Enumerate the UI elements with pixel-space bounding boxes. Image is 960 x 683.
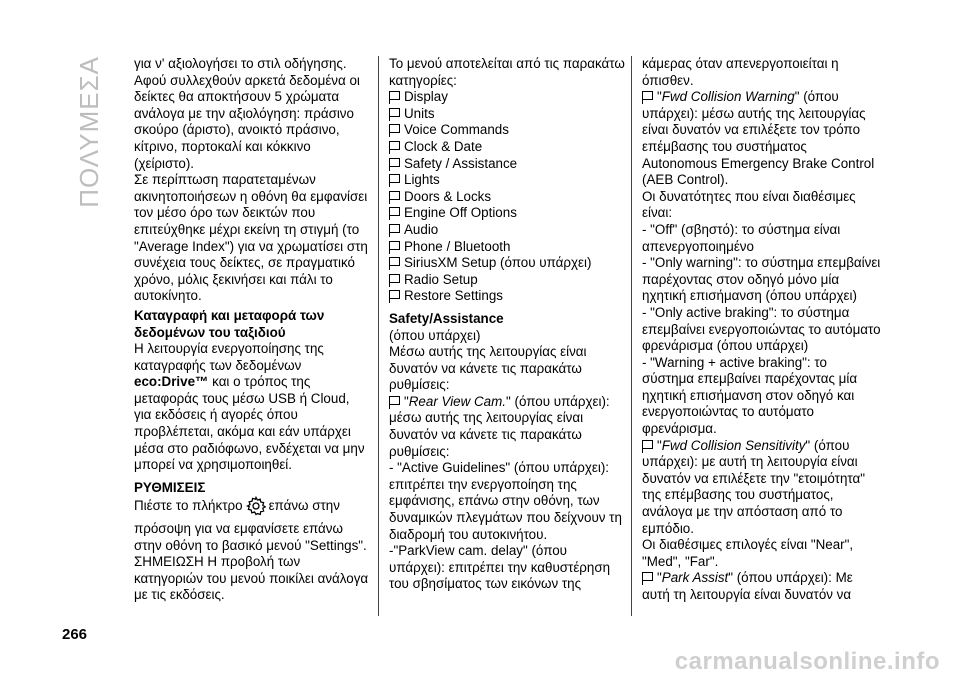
bullet-icon bbox=[642, 440, 653, 449]
list-item-label: Units bbox=[404, 105, 435, 121]
bullet-icon bbox=[389, 158, 400, 167]
paragraph bbox=[642, 570, 882, 603]
list-item-label: SiriusXM Setup (όπου υπάρχει) bbox=[404, 255, 592, 271]
list-item bbox=[389, 288, 625, 305]
list-item-label: Engine Off Options bbox=[404, 205, 517, 221]
paragraph: - "Warning + active braking": το σύστημα επεμβαίνει παρέχοντας μία ηχητική επισήμανση στον οδηγό και ενεργοποιώντας το αυτόματο φρενάρισμα. bbox=[642, 354, 858, 437]
bullet-icon bbox=[389, 241, 400, 250]
column-3 bbox=[642, 56, 882, 604]
side-margin bbox=[0, 0, 112, 683]
bullet-icon bbox=[642, 91, 653, 100]
list-item-label: Phone / Bluetooth bbox=[404, 238, 511, 254]
bullet-icon bbox=[389, 207, 400, 216]
paragraph: Σε περίπτωση παρατεταμένων ακινητοποιήσεων η οθόνη θα εμφανίσει τον μέσο όρο των δεικτών που επιτεύχθηκε μέχρι εκείνη τη στιγμή (το "Average Index") για να χρωματίσει στη συνέχεια τους δείκτες, σε πραγματικό χρόνο, μόλις ξεκινήσει και πάλι το αυτοκίνητο. bbox=[134, 172, 368, 304]
list-item bbox=[389, 89, 625, 106]
page-number: 266 bbox=[62, 626, 88, 643]
paragraph: - "Off" (σβηστό): το σύστημα είναι απενεργοποιημένο bbox=[642, 221, 841, 254]
bullet-icon bbox=[389, 224, 400, 233]
feature-name: Rear View Cam. bbox=[408, 393, 507, 409]
feature-name: Park Assist bbox=[661, 570, 729, 586]
list-item-label: Restore Settings bbox=[404, 288, 503, 304]
bullet-icon bbox=[389, 108, 400, 117]
column-1 bbox=[134, 56, 370, 604]
bullet-icon bbox=[389, 124, 400, 133]
bullet-icon bbox=[389, 174, 400, 183]
list-item-label: Clock & Date bbox=[404, 138, 483, 154]
list-item bbox=[389, 139, 625, 156]
bullet-icon bbox=[389, 191, 400, 200]
text: " (όπου υπάρχει): μέσω αυτής της λειτουργίας είναι δυνατόν να επιλέξετε τον τρόπο επέμβασης του συστήματος Autonomous Emergency Brake Control (AEB Control). bbox=[642, 89, 875, 188]
paragraph bbox=[642, 438, 882, 538]
paragraph: για ν' αξιολογήσει το στιλ οδήγησης. Αφού συλλεχθούν αρκετά δεδομένα οι δείκτες θα αποκτήσουν 5 χρώματα ανάλογα με την αξιολόγηση: πράσινο σκούρο (άριστο), ανοικτό πράσινο, κίτρινο, πορτοκαλί και κόκκινο (χείριστο). bbox=[134, 56, 360, 171]
text: Η λειτουργία ενεργοποίησης της καταγραφής των δεδομένων bbox=[134, 341, 324, 373]
section-title: ΠΟΛΥΜΕΣΑ bbox=[74, 56, 104, 208]
subheading: (όπου υπάρχει) bbox=[389, 327, 481, 343]
list-item bbox=[389, 255, 625, 272]
paragraph: κάμερας όταν απενεργοποιείται η όπισθεν. bbox=[642, 56, 839, 88]
paragraph bbox=[134, 341, 370, 474]
column-divider bbox=[631, 56, 632, 616]
text: " (όπου υπάρχει): Με αυτή τη λειτουργία είναι δυνατόν να bbox=[642, 570, 853, 602]
text: επάνω στην πρόσοψη για να εμφανίσετε επάνω στην οθόνη το βασικό μενού "Settings". bbox=[134, 498, 367, 553]
paragraph: Οι δυνατότητες που είναι διαθέσιμες είναι: bbox=[642, 188, 856, 221]
list-item-label: Voice Commands bbox=[404, 122, 509, 138]
list-item-label: Lights bbox=[404, 172, 440, 188]
list-item-label: Display bbox=[404, 89, 448, 105]
text: " bbox=[657, 89, 662, 105]
text: " bbox=[657, 570, 662, 586]
list-item bbox=[389, 272, 625, 289]
text: " (όπου υπάρχει): με αυτή τη λειτουργία είναι δυνατόν να επιλέξετε την "ετοιμότητα" της επέμβασης του συστήματος, ανάλογα με την απόσταση από το εμπόδιο. bbox=[642, 437, 866, 536]
text: " (όπου υπάρχει): μέσω αυτής της λειτουργίας είναι δυνατόν να κάνετε τις παρακάτω ρυθμίσεις: bbox=[389, 393, 610, 459]
paragraph bbox=[642, 89, 882, 189]
bullet-icon bbox=[389, 290, 400, 299]
paragraph bbox=[389, 394, 625, 460]
paragraph: -"ParkView cam. delay" (όπου υπάρχει): επιτρέπει την καθυστέρηση του σβησίματος των εικόνων της bbox=[389, 543, 611, 592]
settings-menu-list bbox=[389, 89, 625, 305]
text: " bbox=[404, 393, 409, 409]
paragraph: - "Active Guidelines" (όπου υπάρχει): επιτρέπει την ενεργοποίηση της εμφάνισης, επάνω στην οθόνη, των δυναμικών πλεγμάτων που δείχνουν τη διαδρομή του αυτοκινήτου. bbox=[389, 460, 622, 542]
list-item-label: Audio bbox=[404, 221, 439, 237]
settings-gear-icon bbox=[246, 496, 266, 521]
list-item bbox=[389, 122, 625, 139]
list-item bbox=[389, 222, 625, 239]
list-item bbox=[389, 205, 625, 222]
bullet-icon bbox=[389, 257, 400, 266]
watermark: carmanualsonline.info bbox=[674, 648, 940, 675]
feature-name: Fwd Collision Sensitivity bbox=[661, 437, 806, 453]
list-item-label: Radio Setup bbox=[404, 271, 478, 287]
column-2 bbox=[389, 56, 625, 593]
list-item-label: Safety / Assistance bbox=[404, 155, 518, 171]
text: " bbox=[657, 437, 662, 453]
section-heading: ΡΥΘΜΙΣΕΙΣ bbox=[134, 479, 206, 495]
bullet-icon bbox=[642, 572, 653, 581]
bullet-icon bbox=[389, 396, 400, 405]
list-item bbox=[389, 156, 625, 173]
text: Πιέστε το πλήκτρο bbox=[134, 498, 243, 514]
list-item bbox=[389, 172, 625, 189]
bullet-icon bbox=[389, 274, 400, 283]
paragraph: Το μενού αποτελείται από τις παρακάτω κατηγορίες: bbox=[389, 56, 625, 88]
paragraph: Οι διαθέσιμες επιλογές είναι "Near", "Med", "Far". bbox=[642, 537, 854, 569]
feature-name: Fwd Collision Warning bbox=[661, 89, 795, 105]
section-heading: Safety/Assistance bbox=[389, 310, 504, 326]
paragraph: - "Only active braking": το σύστημα επεμβαίνει ενεργοποιώντας το αυτόματο φρενάρισμα (όπου υπάρχει) bbox=[642, 304, 881, 354]
paragraph bbox=[134, 496, 370, 554]
bullet-icon bbox=[389, 141, 400, 150]
paragraph: ΣΗΜΕΙΩΣΗ Η προβολή των κατηγοριών του μενού ποικίλει ανάλογα με τις εκδόσεις. bbox=[134, 554, 369, 603]
list-item bbox=[389, 239, 625, 256]
column-divider bbox=[378, 56, 379, 616]
paragraph: - "Only warning": το σύστημα επεμβαίνει παρέχοντας στον οδηγό μόνο μία ηχητική επισήμανση (όπου υπάρχει) bbox=[642, 255, 881, 304]
bullet-icon bbox=[389, 91, 400, 100]
text: και ο τρόπος της μεταφοράς τους μέσω USB ή Cloud, για εκδόσεις ή αγορές όπου προβλέπεται, ακόμα και εάν υπάρχει μέσα στο ραδιόφωνο, ενδέχεται να μην μπορεί να χρησιμοποιηθεί. bbox=[134, 374, 365, 473]
list-item bbox=[389, 189, 625, 206]
list-item-label: Doors & Locks bbox=[404, 188, 492, 204]
paragraph: Μέσω αυτής της λειτουργίας είναι δυνατόν να κάνετε τις παρακάτω ρυθμίσεις: bbox=[389, 344, 587, 393]
brand-name: eco:Drive™ bbox=[134, 374, 209, 390]
section-heading: Καταγραφή και μεταφορά των δεδομένων του ταξιδιού bbox=[134, 307, 325, 340]
list-item bbox=[389, 106, 625, 123]
